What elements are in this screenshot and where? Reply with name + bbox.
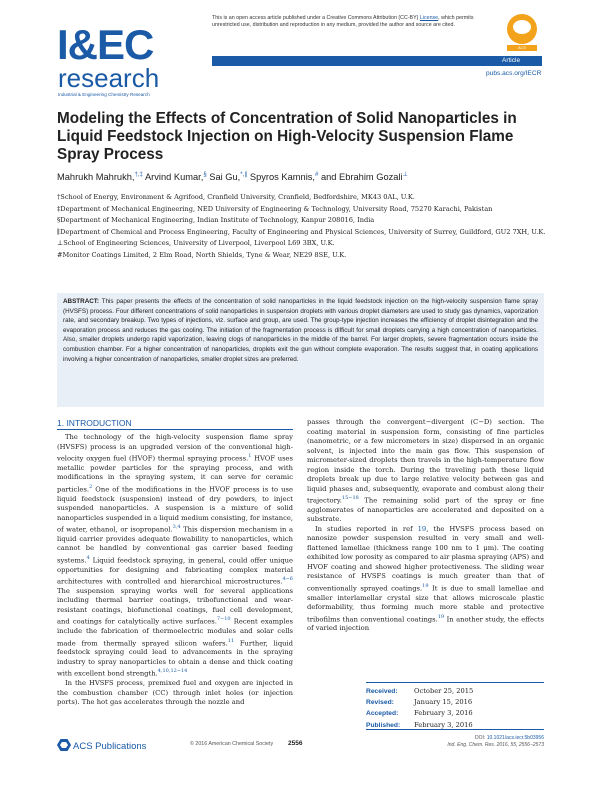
author-name: Sai Gu, [209,172,241,183]
citation-ref[interactable]: 3,4 [172,524,181,530]
paper-title: Modeling the Effects of Concentration of Solid Nanoparticles in Liquid Feedstock Injection on High-Velocity Suspension Flame Spray Process [57,110,517,163]
section-rule [57,429,293,430]
doi-label: DOI: [475,735,486,741]
page-number: 2556 [288,740,303,747]
citation-ref[interactable]: 4 [86,554,90,561]
journal-url-link[interactable]: pubs.acs.org/IECR [486,70,542,77]
journal-logo-research: research [58,63,160,93]
journal-full-name: Industrial & Engineering Chemistry Research [58,92,150,97]
citation-ref[interactable]: 15−18 [341,495,359,501]
author-choice-badge-label: ACS AuthorChoice [507,45,537,51]
date-row [366,686,544,697]
intro-paragraph-3: In studies reported in ref 19, the HVSFS process based on nanosize powder suspension resulted in very small and well-flattened lamellae (thickness range 100 nm to 1 μm). The coating exhibited low porosity as compared to air plasma spraying (APS) and HVOF coating and showed higher protectiveness. The sliding wear resistance of HVSFS coatings is much greater than that of conventionally sprayed coatings.$^{19}$ It is due to small lamellae and smaller interlamellar crystal size that allows microscale plastic deformability, thus forming much more stable and protective tribofilms than conventional coatings.$^{19}$ In another study, the effects of varied injection [307,524,544,633]
author-name: Mahrukh Mahrukh, [57,172,135,183]
date-row [366,697,544,708]
open-access-notice [212,15,502,29]
date-value: January 15, 2016 [414,698,473,707]
author-affiliation-mark: § [203,172,207,178]
citation-ref[interactable]: 2 [89,483,93,490]
affiliation-item: §Department of Mechanical Engineering, Indian Institute of Technology, Kanpur 208016, India [57,216,375,225]
badge-inner-shape [513,20,531,34]
affiliation-item: ∥Department of Chemical and Process Engineering, Faculty of Engineering and Physical Sciences, University of Surrey, Guildford, GU2 7XH, U.K. [57,227,546,236]
author-list [57,171,547,182]
abstract-text: This paper presents the effects of the concentration of solid nanoparticles in the liquid feedstock injection on the high-velocity suspension flame spray (HVSFS) process. Four different concentrations of solid nanoparticles in suspension droplets with various droplet diameters are used to study gas dynamics, vaporization rate, and secondary breakup. Two types of injections, viz. surface and group, are used. The group-type injection increases the efficiency of droplet disintegration and the evaporation process and reduces the gas cooling. The initiation of the fragmentation process is difficult for small droplets carrying a high concentration of nanoparticles. Also, smaller droplets undergo rapid vaporization, leaving clogs of nanoparticles in the middle of the barrel. For larger droplets, severe fragmentation occurs inside the combustion chamber. For a higher concentration of nanoparticles, droplets exit the gun without complete evaporation. The results suggest that, in coating applications involving a higher concentration of nanoparticles, smaller droplet sizes are preferred. [63,298,538,363]
affiliation-item: ⊥School of Engineering Sciences, University of Liverpool, Liverpool L69 3BX, U.K. [57,239,335,248]
citation-ref[interactable]: 7−10 [216,616,231,623]
intro-paragraph-2: In the HVSFS process, premixed fuel and oxygen are injected in the combustion chamber (CC) through inlet holes (or injection ports). The hot gas accelerates through the nozzle and [57,679,293,706]
article-type-bar [212,56,542,66]
citation-ref[interactable]: 4,10,12−14 [157,668,188,675]
date-value: February 3, 2016 [414,720,473,729]
affiliation-item: †School of Energy, Environment & Agrifood, Cranfield University, Cranfield, Bedfordshire, MK43 0AL, U.K. [57,193,415,201]
oa-text-2: , which permits unrestricted use, distribution and reproduction in any medium, provided the author and source are cited. [212,15,474,28]
publication-dates [366,686,544,731]
date-value: October 25, 2015 [414,687,474,695]
date-label: Accepted: [366,710,399,718]
citation: Ind. Eng. Chem. Res. 2016, 55, 2556−2573 [447,742,544,748]
affiliations [57,193,547,263]
license-link[interactable]: License [419,15,439,21]
section-heading: 1. INTRODUCTION [57,418,132,428]
left-column [57,433,293,708]
doi-block [440,735,544,749]
abstract-label: ABSTRACT: [63,298,100,305]
affiliation-item: #Monitor Coatings Limited, 2 Elm Road, North Shields, Tyne & Wear, NE29 8SE, U.K. [57,250,347,259]
intro-paragraph-continued: passes through the convergent−divergent (C−D) section. The coating material in suspension form, consisting of fine particles (nanometric, or a few micrometers in size) dispersed in an organic solvent, is injected into the main gas flow. This suspension of micrometer-sized droplets then travels in the high-temperature flow region inside the torch. During the traveling path these liquid droplets break up due to large relative velocity between gas and liquid phases and, subsequently, evaporate and combust along their trajectory.$^{15-18}$ The remaining solid part of the spray or fine agglomerates of nanoparticles are accelerated and deposited on a substrate. [307,418,544,524]
author-affiliation-mark: †,‡ [134,172,143,178]
dates-rule-bottom [366,729,544,730]
author-name: and Ebrahim Gozali [320,172,403,183]
journal-logo: I&EC [57,21,154,68]
citation-ref[interactable]: 4−6 [282,576,293,582]
acs-publications-logo [57,739,146,752]
date-value: February 3, 2016 [414,709,473,718]
date-row [366,708,544,719]
date-label: Revised: [366,699,394,707]
doi-link[interactable]: 10.1021/acs.iecr.5b03956 [486,735,544,741]
intro-paragraph-1: The technology of the high-velocity suspension flame spray (HVSFS) process is an upgraded version of the conventional high-velocity oxygen fuel (HVOF) thermal spraying process.$^1$ HVOF uses metallic powder particles for the spraying process, and with modifications in the spraying system, it can serve for ceramic particles.$^2$ One of the modifications in the HVOF process is to use liquid feedstock (suspension) instead of dry powders, to inject suspended nanoparticles. A suspension is a mixture of solid nanoparticles suspended in a liquid medium consisting, for instance, of water, ethanol, or isopropanol.$^{3,4}$ This dispersion mechanism in a liquid carrier provides adequate flowability to nanoparticles, which cannot be handled by conventional gas carrier based feeding systems.$^4$ Liquid feedstock spraying, in general, could offer unique opportunities for designing and fabricating complex material architectures with controlled and hierarchical microstructures.$^{4-6}$ The suspension spraying works well for several applications including thermal barrier coatings, tribofunctional and wear-resistant coatings, biofunctional coatings, fuel cell development, and coatings for catalytically active surfaces.$^{7-10}$ Recent examples include the fabrication of thermoelectric modules and solar cells made from thermally sprayed silicon wafers.$^{11}$ Further, liquid feedstock spraying could lead to advancements in the spraying industry to spray nanoparticles to obtain a dense and thick coating with excellent bond strength.$^{4,10,12-14}$ [57,433,294,678]
citation-ref[interactable]: 1 [248,453,252,459]
oa-text-1: This is an open access article published under a Creative Commons Attribution (CC-BY) [212,15,419,21]
date-label: Published: [366,721,401,729]
dates-rule [366,682,544,683]
publisher-name: ACS Publications [73,741,147,752]
author-affiliation-mark: ⊥ [402,172,408,178]
article-type-label: Article [502,57,521,64]
author-name: Arvind Kumar, [144,172,204,183]
right-column [307,418,544,634]
citation-ref[interactable]: 19 [437,613,445,620]
reference-link[interactable]: 19 [417,524,427,533]
copyright: © 2016 American Chemical Society [190,741,274,747]
date-label: Received: [366,688,398,695]
author-affiliation-mark: # [315,172,319,178]
abstract [63,297,538,364]
acs-hex-icon [57,739,71,751]
author-affiliation-mark: *,∥ [240,172,248,178]
affiliation-item: ‡Department of Mechanical Engineering, NED University of Engineering & Technology, University Road, 75270 Karachi, Pakistan [57,204,493,213]
citation-ref[interactable]: 19 [422,582,429,589]
citation-ref[interactable]: 11 [227,637,235,644]
author-name: Spyros Kamnis, [249,172,315,183]
